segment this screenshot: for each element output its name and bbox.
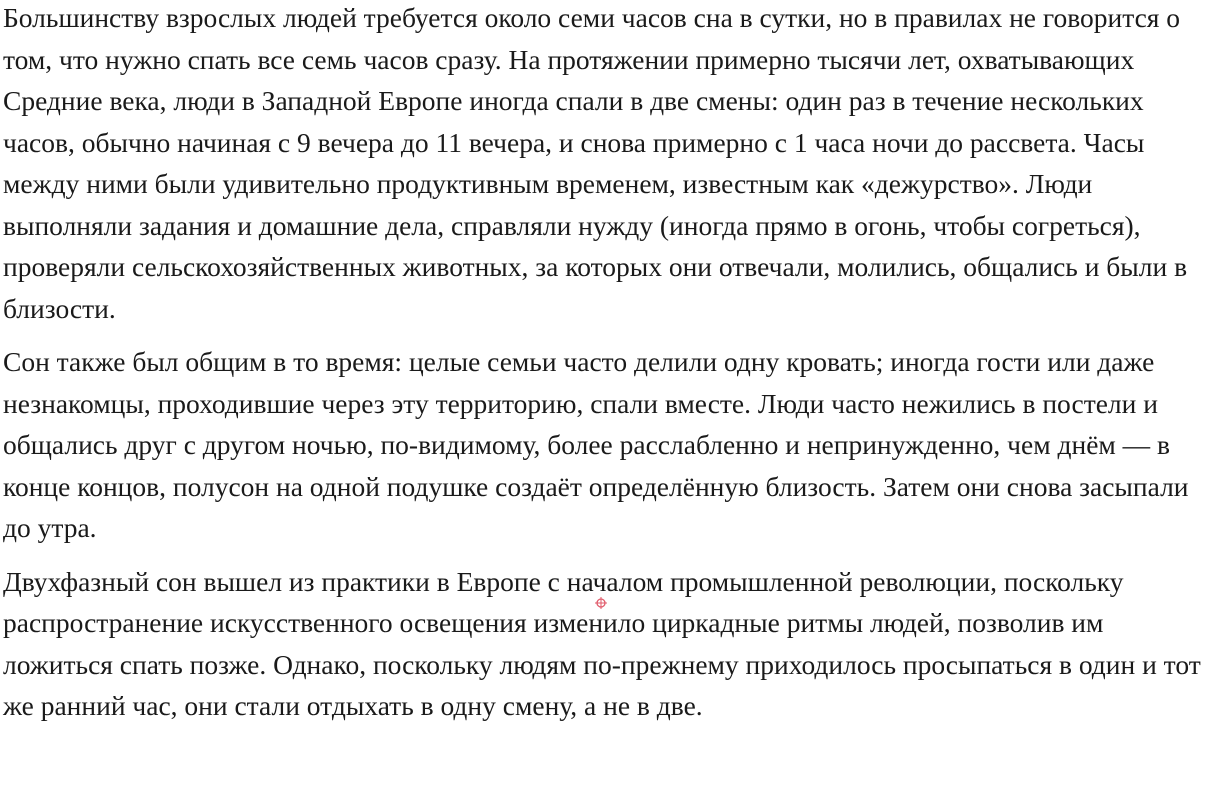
- paragraph-1: Большинству взрослых людей требуется около семи часов сна в сутки, но в правилах не говорится о том, что нужно спать все семь часов сразу. На протяжении примерно тысячи лет, охватывающих Средние века, люди в Западной Европе иногда спали в две смены: один раз в течение нескольких часов, обычно начиная с 9 вечера до 11 вечера, и снова примерно с 1 часа ночи до рассвета. Часы между ними были удивительно продуктивным временем, известным как «дежурство». Люди выполняли задания и домашние дела, справляли нужду (иногда прямо в огонь, чтобы согреться), проверяли сельскохозяйственных животных, за которых они отвечали, молились, общались и были в близости.: [3, 2, 1188, 324]
- paragraph-3: Двухфазный сон вышел из практики в Европе с началом промышленной революции, поскольку распространение искусственного освещения изменило циркадные ритмы людей, позволив им ложиться спать позже. Однако, поскольку людям по-прежнему приходилось просыпаться в один и тот же ранний час, они стали отдыхать в одну смену, а не в две.: [3, 565, 1201, 721]
- paragraph-2: Сон также был общим в то время: целые семьи часто делили одну кровать; иногда гости или даже незнакомцы, проходившие через эту территорию, спали вместе. Люди часто нежились в постели и общались друг с другом ночью, по-видимому, более расслабленно и непринужденно, чем днём — в конце концов, полусон на одной подушке создаёт определённую близость. Затем они снова засыпали до утра.: [3, 346, 1189, 543]
